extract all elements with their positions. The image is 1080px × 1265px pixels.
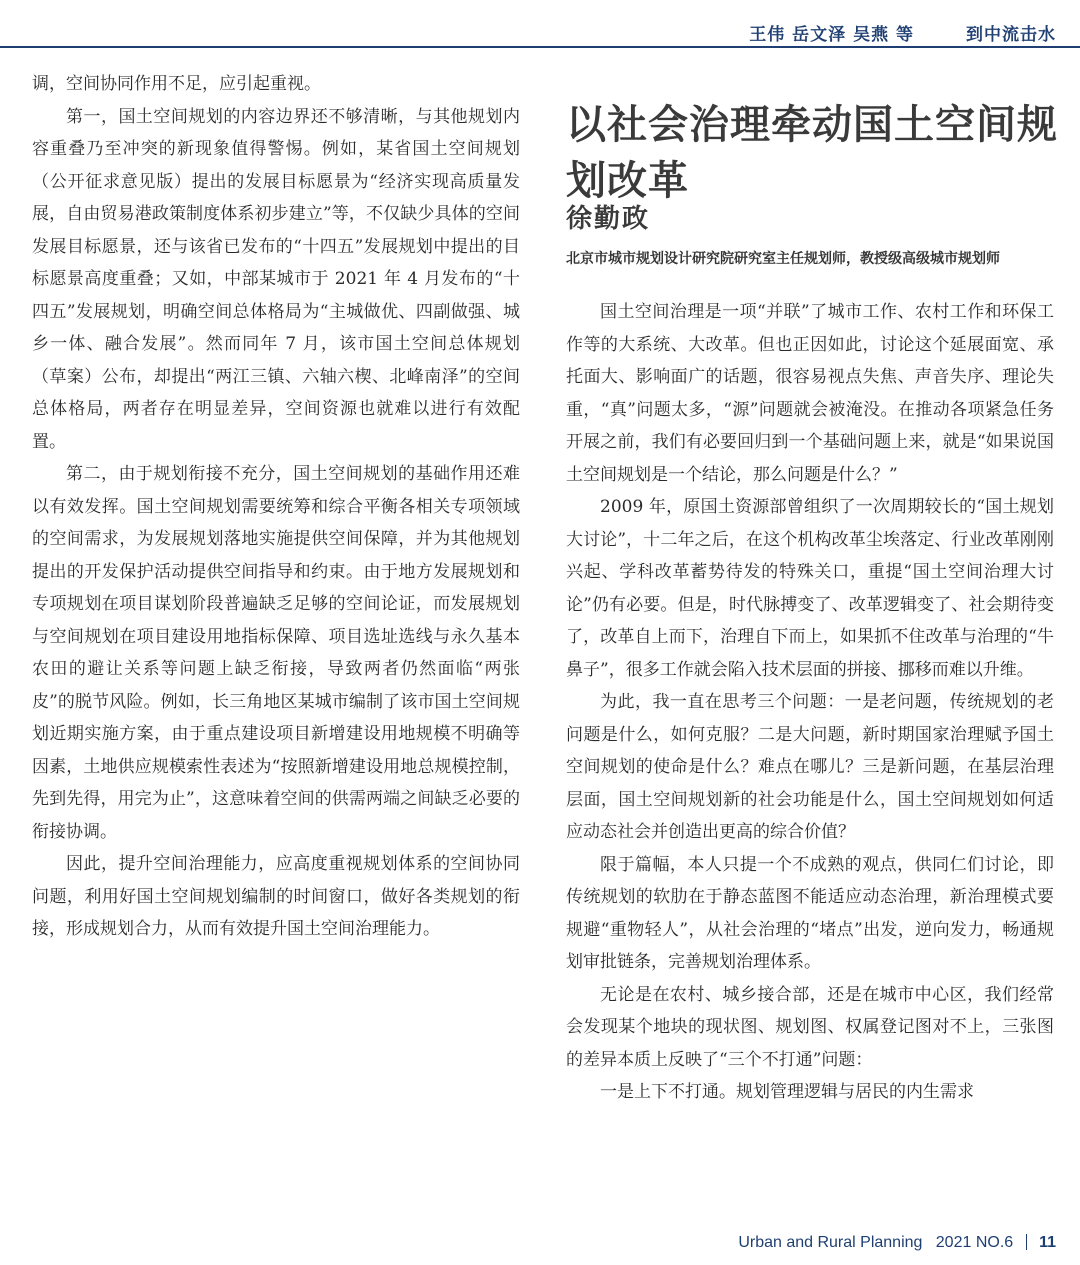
body-paragraph: 调，空间协同作用不足，应引起重视。	[32, 74, 321, 94]
page-footer	[738, 1234, 1056, 1252]
left-column	[32, 68, 520, 946]
journal-name: Urban and Rural Planning	[738, 1234, 923, 1251]
body-paragraph: 因此，提升空间治理能力，应高度重视规划体系的空间协同问题，利用好国土空间规划编制的时间窗口，做好各类规划的衔接，形成规划合力，从而有效提升国土空间治理能力。	[32, 854, 520, 939]
body-paragraph: 第二，由于规划衔接不充分，国土空间规划的基础作用还难以有效发挥。国土空间规划需要统筹和综合平衡各相关专项领域的空间需求，为发展规划落地实施提供空间保障，并为其他规划提出的开发保护活动提供空间指导和约束。由于地方发展规划和专项规划在项目谋划阶段普遍缺乏足够的空间论证，而发展规划与空间规划在项目建设用地指标保障、项目选址选线与永久基本农田的避让关系等问题上缺乏衔接，导致两者仍然面临“两张皮”的脱节风险。例如，长三角地区某城市编制了该市国土空间规划近期实施方案，由于重点建设项目新增建设用地规模不明确等因素，土地供应规模索性表述为“按照新增建设用地总规模控制，先到先得，用完为止”，这意味着空间的供需两端之间缺乏必要的衔接协调。	[32, 464, 520, 842]
running-header	[0, 0, 1080, 50]
author-affiliation: 北京市城市规划设计研究院研究室主任规划师，教授级高级城市规划师	[566, 251, 1000, 267]
body-paragraph: 2009 年，原国土资源部曾组织了一次周期较长的“国土规划大讨论”，十二年之后，在这个机构改革尘埃落定、行业改革刚刚兴起、学科改革蓄势待发的特殊关口，重提“国土空间治理大讨论”仍有必要。但是，时代脉搏变了、改革逻辑变了、社会期待变了，改革自上而下，治理自下而上，如果抓不住改革与治理的“牛鼻子”，很多工作就会陷入技术层面的拼接、挪移而难以升维。	[566, 497, 1054, 680]
right-column	[566, 296, 1054, 1109]
body-paragraph: 第一，国土空间规划的内容边界还不够清晰，与其他规划内容重叠乃至冲突的新现象值得警惕。例如，某省国土空间规划（公开征求意见版）提出的发展目标愿景为“经济实现高质量发展，自由贸易港政策制度体系初步建立”等，不仅缺少具体的空间发展目标愿景，还与该省已发布的“十四五”发展规划中提出的目标愿景高度重叠；又如，中部某城市于 2021 年 4 月发布的“十四五”发展规划，明确空间总体格局为“主城做优、四副做强、城乡一体、融合发展”。然而同年 7 月，该市国土空间总体规划（草案）公布，却提出“两江三镇、六轴六楔、北峰南泽”的空间总体格局，两者存在明显差异，空间资源也就难以进行有效配置。	[32, 106, 520, 452]
header-rule	[0, 46, 1080, 48]
footer-divider	[1026, 1234, 1027, 1250]
body-paragraph: 无论是在农村、城乡接合部，还是在城市中心区，我们经常会发现某个地块的现状图、规划图、权属登记图对不上，三张图的差异本质上反映了“三个不打通”问题：	[566, 984, 1054, 1070]
body-paragraph: 为此，我一直在思考三个问题：一是老问题，传统规划的老问题是什么，如何克服？二是大问题，新时期国家治理赋予国土空间规划的使命是什么？难点在哪儿？三是新问题，在基层治理层面，国土空间规划新的社会功能是什么，国土空间规划如何适应动态社会并创造出更高的综合价值？	[566, 692, 1054, 842]
header-section-title: 到中流击水	[966, 25, 1056, 45]
issue-number: 2021 NO.6	[935, 1234, 1014, 1251]
body-paragraph: 限于篇幅，本人只提一个不成熟的观点，供同仁们讨论，即传统规划的软肋在于静态蓝图不能适应动态治理，新治理模式要规避“重物轻人”，从社会治理的“堵点”出发，逆向发力，畅通规划审批链条，完善规划治理体系。	[566, 854, 1054, 972]
body-paragraph: 一是上下不打通。规划管理逻辑与居民的内生需求	[600, 1082, 974, 1102]
article-title: 以社会治理牵动国土空间规划改革	[566, 101, 1058, 204]
article-author: 徐勤政	[566, 204, 651, 234]
header-authors: 王伟 岳文泽 吴燕 等	[749, 25, 914, 45]
body-paragraph: 国土空间治理是一项“并联”了城市工作、农村工作和环保工作等的大系统、大改革。但也正因如此，讨论这个延展面宽、承托面大、影响面广的话题，很容易视点失焦、声音失序、理论失重，“真”问题太多，“源”问题就会被淹没。在推动各项紧急任务开展之前，我们有必要回归到一个基础问题上来，就是“如果说国土空间规划是一个结论，那么问题是什么？”	[566, 302, 1054, 485]
page-number: 11	[1039, 1234, 1056, 1251]
